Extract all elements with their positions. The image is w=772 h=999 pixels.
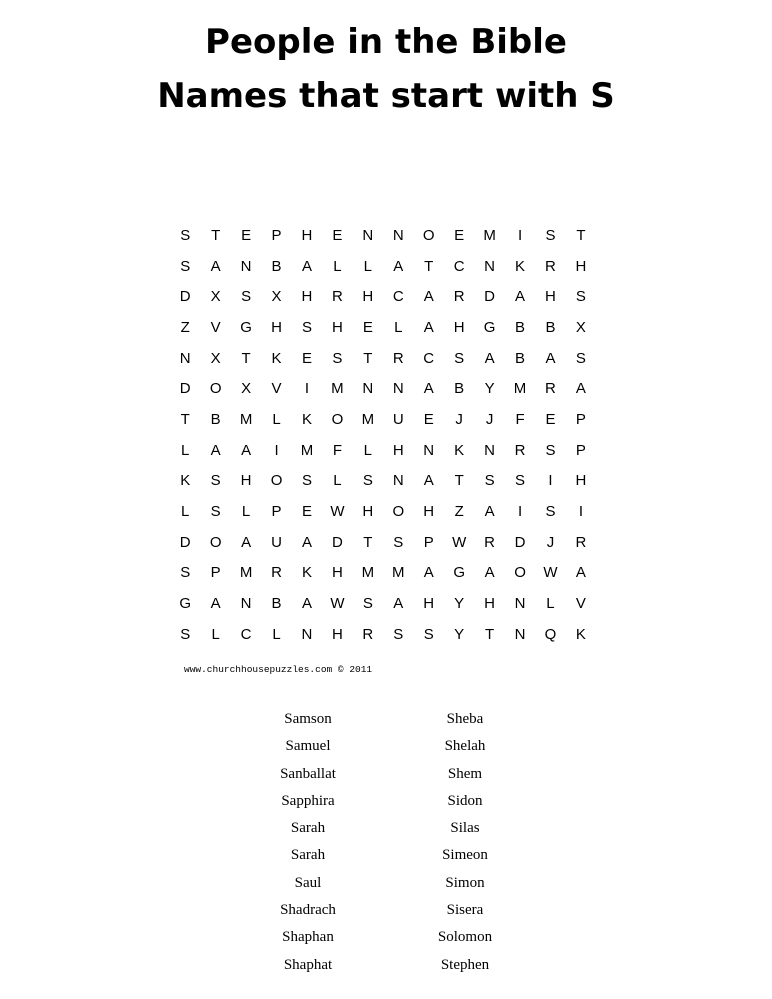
grid-letter[interactable]: T <box>180 410 190 428</box>
word-list-left <box>228 708 388 981</box>
grid-letter[interactable]: N <box>179 349 191 367</box>
grid-letter[interactable]: S <box>484 472 495 490</box>
grid-letter[interactable]: J <box>455 410 463 428</box>
grid-letter[interactable]: N <box>514 625 526 643</box>
grid-letter[interactable]: P <box>271 226 282 244</box>
grid-letter[interactable]: S <box>180 226 191 244</box>
grid-letter[interactable]: H <box>331 564 343 582</box>
grid-letter[interactable]: I <box>517 226 523 244</box>
grid-letter[interactable]: H <box>575 472 587 490</box>
grid-letter[interactable]: K <box>301 564 312 582</box>
grid-letter[interactable]: J <box>546 533 555 551</box>
grid-letter[interactable]: X <box>210 288 221 306</box>
grid-row <box>170 435 620 466</box>
grid-letter[interactable]: R <box>362 625 374 643</box>
grid-letter[interactable]: I <box>548 472 553 490</box>
grid-letter[interactable]: H <box>484 595 496 613</box>
grid-letter[interactable]: V <box>271 380 282 398</box>
grid-letter[interactable]: S <box>180 564 191 582</box>
grid-row <box>170 527 620 558</box>
grid-letter[interactable]: A <box>484 564 495 582</box>
grid-row <box>170 251 620 282</box>
grid-letter[interactable]: S <box>362 472 373 490</box>
grid-letter[interactable]: T <box>454 472 464 490</box>
grid-letter[interactable]: O <box>331 410 344 428</box>
grid-letter[interactable]: R <box>514 441 526 459</box>
grid-letter[interactable]: H <box>331 625 343 643</box>
grid-letter[interactable]: S <box>241 288 252 306</box>
grid-letter[interactable]: S <box>545 503 556 521</box>
word-search-grid <box>170 220 620 650</box>
grid-letter[interactable]: A <box>241 441 252 459</box>
grid-letter[interactable]: H <box>362 288 374 306</box>
grid-letter[interactable]: O <box>514 564 526 582</box>
grid-letter[interactable]: J <box>485 410 494 428</box>
grid-letter[interactable]: M <box>300 441 314 459</box>
grid-letter[interactable]: Y <box>454 625 465 643</box>
grid-letter[interactable]: H <box>331 318 343 336</box>
grid-letter[interactable]: F <box>332 441 342 459</box>
grid-letter[interactable]: A <box>423 318 434 336</box>
grid-letter[interactable]: O <box>209 533 222 551</box>
word-list-item: Sheba <box>446 711 484 727</box>
grid-letter[interactable]: N <box>240 257 252 275</box>
grid-letter[interactable]: K <box>301 410 312 428</box>
grid-letter[interactable]: P <box>575 410 586 428</box>
grid-letter[interactable]: T <box>241 349 251 367</box>
grid-letter[interactable]: M <box>513 380 527 398</box>
grid-letter[interactable]: R <box>271 564 282 582</box>
grid-letter[interactable]: R <box>575 533 587 551</box>
word-list-item: Shelah <box>444 738 486 755</box>
grid-letter[interactable]: A <box>545 349 556 367</box>
grid-letter[interactable]: K <box>575 625 586 643</box>
grid-letter[interactable]: A <box>393 595 404 613</box>
grid-letter[interactable]: H <box>392 441 404 459</box>
grid-letter[interactable]: L <box>272 410 281 428</box>
grid-letter[interactable]: A <box>210 595 221 613</box>
grid-letter[interactable]: S <box>210 472 221 490</box>
grid-letter[interactable]: T <box>211 226 221 244</box>
word-list-item: Sapphira <box>281 792 335 809</box>
grid-letter[interactable]: R <box>453 288 465 306</box>
grid-letter[interactable]: N <box>484 441 496 459</box>
grid-letter[interactable]: M <box>361 564 375 582</box>
grid-letter[interactable]: I <box>304 380 310 398</box>
grid-letter[interactable]: L <box>272 625 281 643</box>
grid-letter[interactable]: W <box>543 564 558 582</box>
grid-letter[interactable]: Y <box>484 380 495 398</box>
grid-letter[interactable]: N <box>514 595 526 613</box>
word-list-item: Sidon <box>447 792 483 809</box>
word-list-item: Sanballat <box>280 765 336 782</box>
grid-letter[interactable]: S <box>332 349 343 367</box>
grid-letter[interactable]: B <box>515 349 526 367</box>
grid-letter[interactable]: E <box>362 318 373 336</box>
grid-letter[interactable]: H <box>575 257 587 275</box>
grid-letter[interactable]: M <box>361 410 375 428</box>
grid-letter[interactable]: L <box>181 441 190 459</box>
grid-letter[interactable]: B <box>210 410 221 428</box>
word-list-item: Silas <box>450 820 480 837</box>
grid-letter[interactable]: S <box>454 349 465 367</box>
grid-letter[interactable]: W <box>330 595 345 613</box>
grid-letter[interactable]: A <box>301 595 312 613</box>
grid-letter[interactable]: A <box>393 257 404 275</box>
grid-letter[interactable]: H <box>301 226 313 244</box>
grid-letter[interactable]: X <box>271 288 282 306</box>
grid-letter[interactable]: B <box>545 318 556 336</box>
grid-letter[interactable]: O <box>209 380 222 398</box>
word-list-item: Sisera <box>446 902 484 919</box>
grid-letter[interactable]: M <box>392 564 405 582</box>
grid-letter[interactable]: R <box>545 380 556 398</box>
grid-letter[interactable]: D <box>179 533 191 551</box>
grid-letter[interactable]: T <box>424 257 434 275</box>
grid-letter[interactable]: Z <box>454 503 464 521</box>
grid-letter[interactable]: S <box>301 318 312 336</box>
grid-letter[interactable]: F <box>515 410 525 428</box>
grid-letter[interactable]: O <box>270 472 283 490</box>
grid-letter[interactable]: S <box>362 595 373 613</box>
grid-letter[interactable]: H <box>240 472 252 490</box>
grid-letter[interactable]: B <box>271 595 282 613</box>
grid-letter[interactable]: P <box>271 503 282 521</box>
grid-row <box>170 343 620 374</box>
grid-letter[interactable]: A <box>210 441 221 459</box>
grid-row <box>170 466 620 497</box>
grid-letter[interactable]: N <box>392 472 404 490</box>
grid-letter[interactable]: L <box>333 472 342 490</box>
grid-letter[interactable]: H <box>545 288 556 306</box>
grid-letter[interactable]: I <box>274 441 279 459</box>
grid-letter[interactable]: S <box>393 533 404 551</box>
grid-row <box>170 404 620 435</box>
grid-letter[interactable]: L <box>211 625 220 643</box>
grid-letter[interactable]: Z <box>180 318 190 336</box>
grid-letter[interactable]: C <box>392 288 404 306</box>
grid-letter[interactable]: L <box>394 318 403 336</box>
grid-letter[interactable]: A <box>484 349 495 367</box>
grid-row <box>170 619 620 650</box>
grid-letter[interactable]: A <box>515 288 526 306</box>
grid-letter[interactable]: E <box>332 226 343 244</box>
grid-letter[interactable]: R <box>545 257 556 275</box>
grid-letter[interactable]: M <box>483 226 496 244</box>
grid-letter[interactable]: G <box>453 564 465 582</box>
grid-letter[interactable]: A <box>423 380 434 398</box>
grid-letter[interactable]: D <box>514 533 526 551</box>
grid-letter[interactable]: G <box>483 318 496 336</box>
grid-letter[interactable]: T <box>363 533 373 551</box>
grid-letter[interactable]: V <box>575 595 586 613</box>
grid-letter[interactable]: Q <box>544 625 557 643</box>
grid-letter[interactable]: B <box>454 380 465 398</box>
grid-letter[interactable]: S <box>180 625 191 643</box>
grid-letter[interactable]: X <box>210 349 221 367</box>
grid-letter[interactable]: E <box>241 226 252 244</box>
grid-letter[interactable]: Y <box>454 595 465 613</box>
grid-letter[interactable]: T <box>576 226 586 244</box>
page-title: People in the Bible <box>205 22 567 62</box>
grid-letter[interactable]: N <box>392 380 404 398</box>
grid-letter[interactable]: E <box>301 503 312 521</box>
word-list-item: Shadrach <box>280 902 336 919</box>
grid-letter[interactable]: N <box>484 257 496 275</box>
grid-letter[interactable]: A <box>301 533 312 551</box>
grid-letter[interactable]: L <box>333 257 342 275</box>
grid-letter[interactable]: K <box>271 349 282 367</box>
grid-letter[interactable]: D <box>484 288 496 306</box>
grid-letter[interactable]: H <box>423 595 435 613</box>
grid-letter[interactable]: A <box>241 533 252 551</box>
grid-letter[interactable]: A <box>423 288 434 306</box>
grid-letter[interactable]: E <box>545 410 556 428</box>
word-list-item: Samson <box>284 711 332 727</box>
grid-letter[interactable]: N <box>423 441 435 459</box>
grid-letter[interactable]: L <box>181 503 190 521</box>
grid-letter[interactable]: D <box>331 533 343 551</box>
grid-letter[interactable]: U <box>271 533 282 551</box>
grid-letter[interactable]: S <box>180 257 191 275</box>
grid-letter[interactable]: K <box>515 257 526 275</box>
grid-letter[interactable]: G <box>240 318 252 336</box>
grid-letter[interactable]: B <box>515 318 526 336</box>
grid-row <box>170 558 620 589</box>
grid-row <box>170 373 620 404</box>
grid-letter[interactable]: A <box>210 257 221 275</box>
grid-letter[interactable]: I <box>578 503 583 521</box>
grid-letter[interactable]: W <box>452 533 467 551</box>
grid-letter[interactable]: T <box>363 349 373 367</box>
grid-letter[interactable]: K <box>180 472 191 490</box>
grid-letter[interactable]: H <box>301 288 313 306</box>
grid-row <box>170 281 620 312</box>
grid-row <box>170 312 620 343</box>
grid-letter[interactable]: V <box>210 318 221 336</box>
grid-letter[interactable]: O <box>422 226 435 244</box>
word-list-item: Sarah <box>290 847 326 864</box>
word-list-item: Shem <box>447 765 483 782</box>
word-list-right <box>385 708 545 981</box>
word-list-item: Shaphat <box>283 956 333 973</box>
word-list-item: Simon <box>445 874 485 891</box>
grid-letter[interactable]: C <box>453 257 465 275</box>
word-list-item: Shaphan <box>282 929 334 946</box>
grid-letter[interactable]: L <box>363 257 373 275</box>
grid-letter[interactable]: E <box>423 410 434 428</box>
page-subtitle: Names that start with S <box>157 76 615 116</box>
grid-letter[interactable]: H <box>271 318 282 336</box>
grid-row <box>170 220 620 251</box>
grid-letter[interactable]: A <box>423 472 434 490</box>
grid-letter[interactable]: M <box>239 564 253 582</box>
grid-letter[interactable]: X <box>575 318 586 336</box>
grid-letter[interactable]: C <box>423 349 435 367</box>
grid-letter[interactable]: N <box>301 625 313 643</box>
word-list-item: Simeon <box>442 847 488 864</box>
grid-letter[interactable]: N <box>362 380 374 398</box>
grid-letter[interactable]: K <box>454 441 465 459</box>
grid-letter[interactable]: N <box>362 226 374 244</box>
grid-letter[interactable]: N <box>392 226 404 244</box>
grid-letter[interactable]: L <box>241 503 251 521</box>
grid-letter[interactable]: T <box>485 625 495 643</box>
grid-letter[interactable]: H <box>453 318 465 336</box>
grid-letter[interactable]: O <box>392 503 405 521</box>
grid-letter[interactable]: P <box>575 441 586 459</box>
word-list-item: Stephen <box>440 956 490 973</box>
grid-letter[interactable]: U <box>392 410 404 428</box>
grid-letter[interactable]: I <box>517 503 523 521</box>
grid-letter[interactable]: A <box>575 564 586 582</box>
grid-letter[interactable]: S <box>515 472 526 490</box>
grid-letter[interactable]: R <box>331 288 343 306</box>
word-list-item: Sarah <box>290 820 326 837</box>
grid-letter[interactable]: A <box>484 503 495 521</box>
grid-letter[interactable]: S <box>301 472 312 490</box>
grid-letter[interactable]: X <box>241 380 252 398</box>
grid-letter[interactable]: H <box>423 503 435 521</box>
grid-letter[interactable]: W <box>330 503 345 521</box>
grid-letter[interactable]: A <box>423 564 434 582</box>
grid-letter[interactable]: R <box>484 533 496 551</box>
grid-letter[interactable]: S <box>575 349 586 367</box>
copyright-credit: www.churchhousepuzzles.com © 2011 <box>184 664 373 675</box>
grid-letter[interactable]: P <box>423 533 434 551</box>
grid-letter[interactable]: S <box>545 441 556 459</box>
grid-letter[interactable]: C <box>240 625 252 643</box>
grid-letter[interactable]: N <box>240 595 252 613</box>
grid-letter[interactable]: S <box>423 625 434 643</box>
grid-letter[interactable]: S <box>393 625 404 643</box>
grid-row <box>170 496 620 527</box>
grid-letter[interactable]: H <box>362 503 374 521</box>
word-list-item: Samuel <box>285 738 331 755</box>
grid-letter[interactable]: P <box>210 564 221 582</box>
grid-letter[interactable]: A <box>575 380 586 398</box>
grid-letter[interactable]: M <box>239 410 253 428</box>
grid-letter[interactable]: G <box>179 595 192 613</box>
grid-letter[interactable]: S <box>545 226 556 244</box>
word-list-item: Saul <box>294 874 322 891</box>
grid-letter[interactable]: R <box>392 349 404 367</box>
grid-letter[interactable]: A <box>301 257 312 275</box>
grid-letter[interactable]: E <box>301 349 312 367</box>
grid-letter[interactable]: S <box>210 503 221 521</box>
grid-letter[interactable]: B <box>271 257 282 275</box>
grid-letter[interactable]: L <box>363 441 373 459</box>
grid-letter[interactable]: S <box>575 288 586 306</box>
grid-letter[interactable]: E <box>454 226 465 244</box>
grid-row <box>170 588 620 619</box>
grid-letter[interactable]: M <box>331 380 344 398</box>
grid-letter[interactable]: D <box>179 380 191 398</box>
grid-letter[interactable]: L <box>546 595 555 613</box>
word-list-item: Solomon <box>437 929 493 946</box>
grid-letter[interactable]: D <box>179 288 191 306</box>
